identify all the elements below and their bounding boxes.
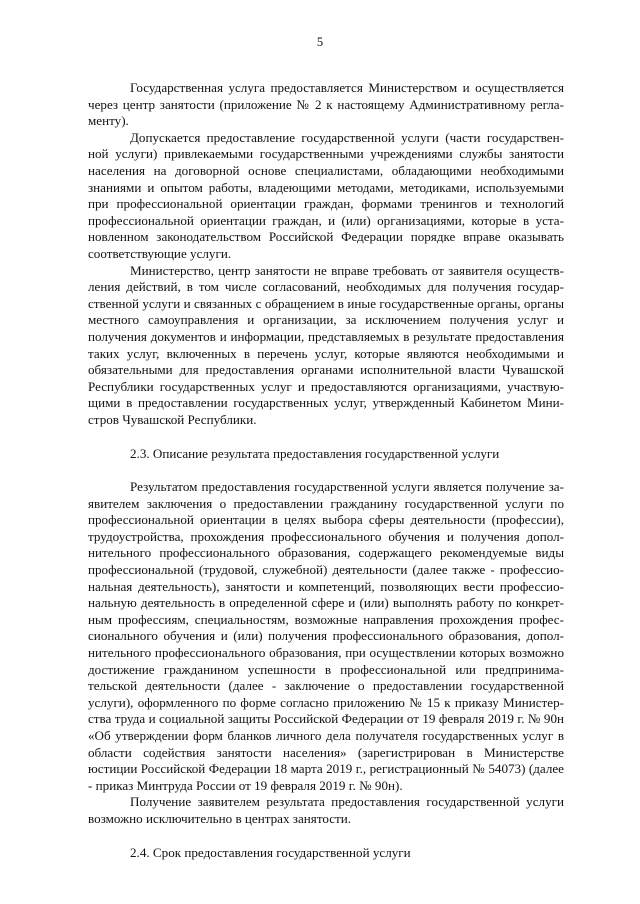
document-body <box>88 80 564 861</box>
paragraph-result-receipt: Получение заявителем результата предоставления государственной услуги возможно исключительно в центрах занятости. <box>88 794 564 826</box>
section-heading-2-3: 2.3. Описание результата предоставления государственной услуги <box>130 446 500 462</box>
section-heading-2-4: 2.4. Срок предоставления государственной услуги <box>130 844 411 860</box>
spacer <box>88 828 564 845</box>
paragraph-service-provider: Государственная услуга предоставляется Министерством и осуществляется через центр занятости (приложение № 2 к настоящему Административному регламенту). <box>88 80 564 129</box>
paragraph-prohibited-requirements: Министерство, центр занятости не вправе требовать от заявителя осуществления действий, в том числе согласований, необходимых для получения государственной услуги и связанных с обращением в иные государственные органы, органы местного самоуправления и организации, за исключением получения услуг и получения документов и информации, представляемых в результате предоставления таких услуг, включенных в перечень услуг, которые являются необходимыми и обязательными для предоставления органами исполнительной власти Чувашской Республики государственных услуг и предоставляются организациями, участвующими в предоставлении государственных услуг, утвержденный Кабинетом Министров Чувашской Республики. <box>88 262 564 427</box>
page-number: 5 <box>316 35 324 49</box>
paragraph-contracted-specialists: Допускается предоставление государственной услуги (части государственной услуги) привлекаемыми государственными учреждениями службы занятости населения на договорной основе специалистами, обладающими необходимыми знаниями и опытом работы, владеющими методами, методиками, используемыми при профессиональной ориентации граждан, формами тренингов и технологий профессиональной ориентации граждан, и (или) организациями, которые в установленном законодательством Российской Федерации порядке вправе оказывать соответствующие услуги. <box>88 129 564 261</box>
spacer <box>88 463 564 479</box>
spacer <box>88 428 564 446</box>
paragraph-service-result: Результатом предоставления государственной услуги является получение заявителем заключения о предоставлении гражданину государственной услуги по профессиональной ориентации в целях выбора сферы деятельности (профессии), трудоустройства, прохождения профессионального обучения и получения дополнительного профессионального образования, содержащего рекомендуемые виды профессиональной (трудовой, служебной) деятельности (далее также - профессиональная деятельность), занятости и компетенций, позволяющих вести профессиональную деятельность в определенной сфере и (или) выполнять работу по конкретным профессиям, специальностям, возможные направления прохождения профессионального обучения и (или) получения профессионального образования, дополнительного профессионального образования, при осуществлении которых возможно достижение гражданином успешности в профессиональной или предпринимательской деятельности (далее - заключение о предоставлении государственной услуги), оформленного по форме согласно приложению № 15 к приказу Министерства труда и социальной защиты Российской Федерации от 19 февраля 2019 г. № 90н «Об утверждении форм бланков личного дела получателя государственных услуг в области содействия занятости населения» (зарегистрирован в Министерстве юстиции Российской Федерации 18 марта 2019 г., регистрационный № 54073) (далее - приказ Минтруда России от 19 февраля 2019 г. № 90н). <box>88 479 564 793</box>
